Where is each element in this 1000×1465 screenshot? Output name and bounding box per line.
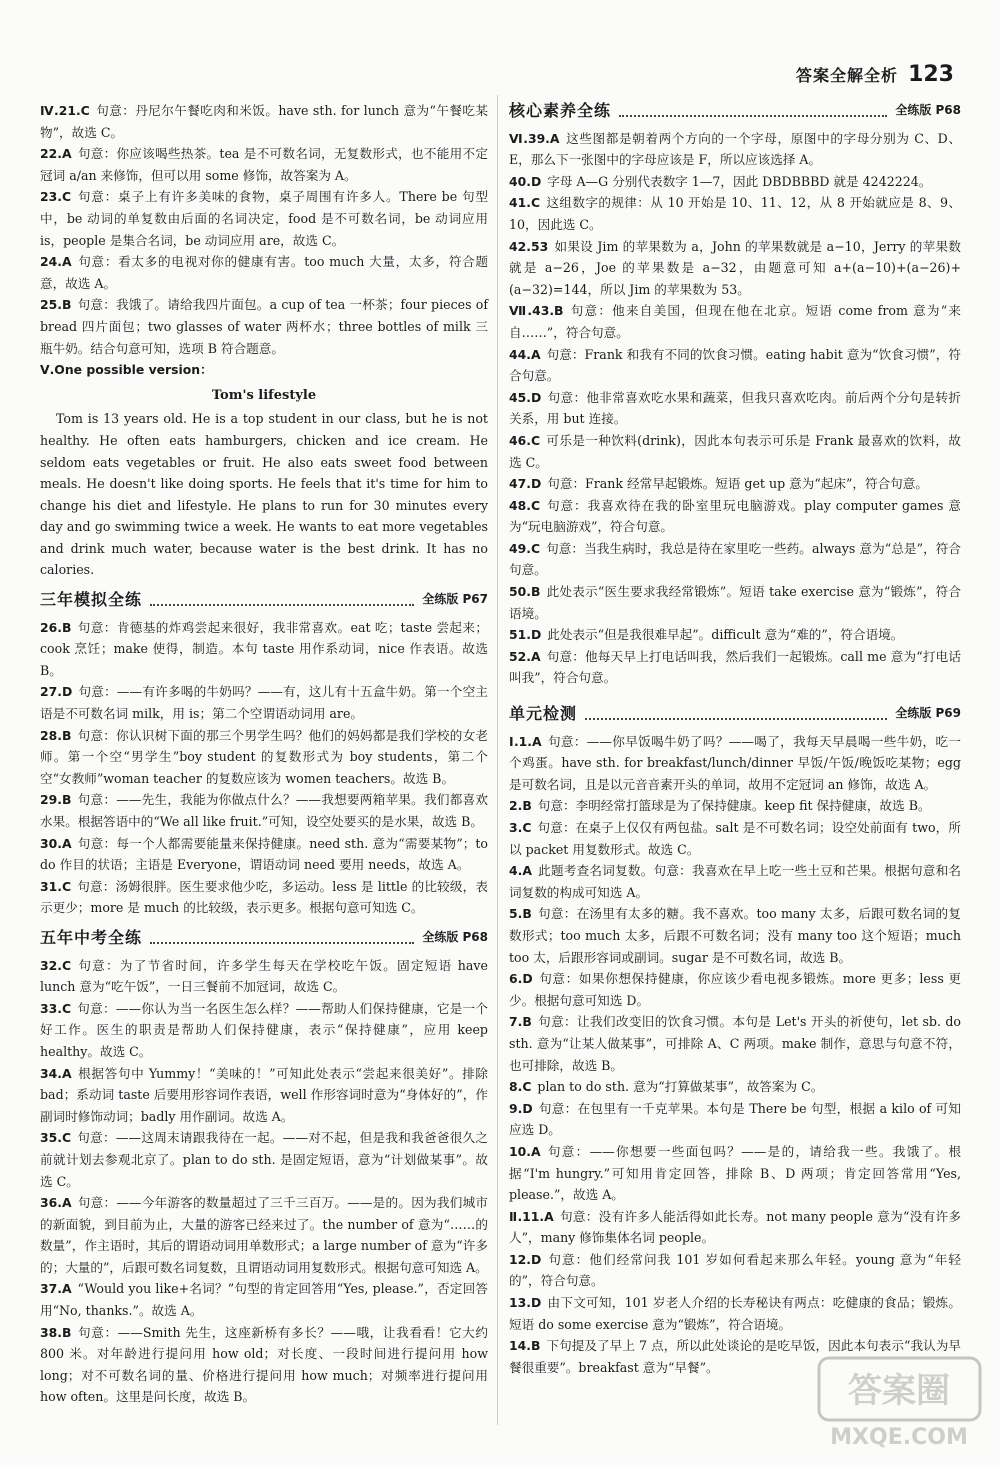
answer-explanation: 如果设 Jim 的苹果数为 a，John 的苹果数就是 a−10，Jerry 的苹果数就是 a−26，Joe 的苹果数是 a−32，由题意可知 a+(a−10)+(a−26)+(a−32)=144，所以 Jim 的苹果数为 53。 [509, 238, 961, 297]
answer-number: Ⅶ.43.B [509, 303, 564, 319]
answer-number: 29.B [40, 792, 72, 808]
dotted-leader [585, 708, 887, 720]
answer-explanation: 句意：——这周末请跟我待在一起。——对不起，但是我和我爸爸很久之前就计划去参观北京了。plan to do sth. 是固定短语，意为“计划做某事”。故选 C。 [40, 1130, 488, 1189]
answer-item [509, 581, 961, 624]
answer-item [509, 1141, 961, 1206]
section-edition: 全练版 P69 [895, 706, 961, 721]
answer-explanation: 字母 A—G 分别代表数字 1—7，因此 DBDBBBD 就是 4242224。 [547, 173, 932, 189]
answer-item [509, 1249, 961, 1292]
answer-number: 36.A [40, 1195, 72, 1211]
answer-item [40, 876, 488, 919]
answer-item [509, 968, 961, 1011]
answer-item [40, 186, 488, 251]
answer-item [509, 646, 961, 689]
section-title: 核心素养全练 [509, 101, 612, 120]
answer-number: 8.C [509, 1079, 532, 1095]
answer-number: 24.A [40, 254, 72, 270]
answer-number: 13.D [509, 1295, 542, 1311]
answer-number: Ⅰ.1.A [509, 733, 542, 749]
answer-number: 4.A [509, 863, 532, 879]
answer-explanation: plan to do sth. 意为“打算做某事”，故答案为 C。 [537, 1079, 824, 1095]
answer-item [509, 860, 961, 903]
answer-item [40, 251, 488, 294]
answer-item [509, 236, 961, 301]
answer-explanation: 此处表示“但是我很难早起”。difficult 意为“难的”，符合语境。 [547, 627, 904, 643]
answer-explanation: 句意：汤姆很胖。医生要求他少吃，多运动。less 是 little 的比较级，表示更少；more 是 much 的比较级，表示更多。根据句意可知选 C。 [40, 878, 488, 916]
answer-item [40, 681, 488, 724]
answer-explanation: 句意：在汤里有太多的糖。我不喜欢。too many 太多，后跟可数名词的复数形式；too much 太多，后跟不可数名词；没有 many too 这个短语；much too 太，后跟形容词或副词。sugar 是不可数名词，故选 B。 [509, 906, 961, 965]
answer-explanation: 句意：我喜欢待在我的卧室里玩电脑游戏。play computer games 意为“玩电脑游戏”，符合句意。 [509, 497, 961, 535]
answer-number: 12.D [509, 1251, 542, 1267]
answer-item [40, 1192, 488, 1278]
answer-explanation: 句意：Frank 和我有不同的饮食习惯。eating habit 意为“饮食习惯”，符合句意。 [509, 346, 961, 384]
answer-item [40, 998, 488, 1063]
answer-item [509, 1011, 961, 1076]
answer-list [40, 100, 488, 359]
section-edition: 全练版 P67 [422, 592, 488, 607]
answer-item [509, 430, 961, 473]
answer-number: 38.B [40, 1324, 72, 1340]
section-header [40, 927, 488, 949]
answer-explanation: “Would you like+名词？”句型的肯定回答用“Yes, please.”，否定回答用“No, thanks.”。故选 A。 [40, 1281, 488, 1319]
answer-item [40, 1127, 488, 1192]
answer-explanation: 句意：丹尼尔午餐吃肉和米饭。have sth. for lunch 意为“午餐吃某物”，故选 C。 [40, 103, 488, 140]
answer-item [509, 1292, 961, 1335]
answer-explanation: 句意：——有许多喝的牛奶吗？——有，这儿有十五盒牛奶。第一个空主语是不可数名词 milk，用 is；第二个空谓语动词用 are。 [40, 684, 488, 722]
answer-item [509, 1206, 961, 1249]
answer-number: 45.D [509, 389, 542, 405]
section-edition: 全练版 P68 [422, 929, 488, 944]
answer-explanation: 句意：——先生，我能为你做点什么？——我想要两箱苹果。我们都喜欢水果。根据答语中的“We all like fruit.”可知，设空处要买的是水果，故选 B。 [40, 792, 488, 829]
answer-item [509, 817, 961, 860]
dotted-leader [150, 932, 414, 944]
answer-explanation: 这组数字的规律：从 10 开始是 10、11、12，从 8 开始就应是 8、9、10，因此选 C。 [509, 195, 961, 232]
answer-number: 3.C [509, 820, 532, 835]
answer-explanation: 由下文可知，101 岁老人介绍的长寿秘诀有两点：吃健康的食品；锻炼。短语 do some exercise 意为“锻炼”，符合语境。 [509, 1295, 961, 1332]
column-divider [497, 95, 498, 1425]
essay-label: Ⅴ.One possible version： [40, 362, 213, 378]
answer-number: 5.B [509, 906, 532, 922]
answer-explanation: 句意：如果你想保持健康，你应该少看电视多锻炼。more 更多；less 更少。根据句意可知选 D。 [509, 971, 961, 1008]
answer-number: 51.D [509, 627, 542, 643]
answer-explanation: 句意：肯德基的炸鸡尝起来很好，我非常喜欢。eat 吃；taste 尝起来；cook 烹饪；make 使得，制造。本句 taste 用作系动词，nice 作表语。故选 B。 [40, 619, 488, 678]
answer-list [40, 617, 488, 919]
section-header [40, 589, 488, 611]
answer-explanation: 句意：Frank 经常早起锻炼。短语 get up 意为“起床”，符合句意。 [547, 476, 928, 492]
answer-explanation: 此题考查名词复数。句意：我喜欢在早上吃一些土豆和芒果。根据句意和名词复数的构成可知选 A。 [509, 863, 961, 900]
answer-number: 23.C [40, 189, 72, 205]
answer-number: 34.A [40, 1065, 72, 1081]
answer-explanation: 句意：——今年游客的数量超过了三千三百万。——是的。因为我们城市的新面貌，到目前为止，大量的游客已经来过了。the number of 意为“……的数量”，作主语时，其后的谓语动词用单数形式；a large number of 意为“许多的；大量的”，后跟可数名词复数，且谓语动词用复数形式。根据句意可知选 A。 [40, 1195, 488, 1275]
page-number: 123 [908, 62, 954, 87]
answer-number: 41.C [509, 195, 541, 211]
answer-item [509, 192, 961, 235]
answer-item [509, 624, 961, 646]
answer-explanation: 句意：在桌子上仅仅有两包盐。salt 是不可数名词；设空处前面有 two，所以 packet 用复数形式。故选 C。 [509, 820, 961, 857]
answer-explanation: 句意：——Smith 先生，这座新桥有多长？——哦，让我看看！它大约 800 米。对年龄进行提问用 how old；对长度、一段时间进行提问用 how long；对不可数名词的量、价格进行提问用 how much；对频率进行提问用 how often。这里是问长度，故选 B。 [40, 1324, 488, 1405]
answer-number: 35.C [40, 1130, 72, 1146]
watermark-url: MXQE.COM [830, 1425, 968, 1450]
answer-item [40, 1063, 488, 1128]
section-title: 单元检测 [509, 704, 578, 724]
answer-item [509, 473, 961, 495]
answer-number: 14.B [509, 1338, 541, 1354]
answer-number: 6.D [509, 971, 533, 987]
answer-number: 50.B [509, 584, 541, 600]
essay-body: Tom is 13 years old. He is a top student in our class, but he is not healthy. He often eats hamburgers, chicken and ice cream. He seldom eats vegetables or fruit. He also eats sweet food between meals. He doesn't like doing sports. He feels that it's time for him to change his diet and lifestyle. He plans to run for 30 minutes every day and go swimming twice a week. He wants to eat more vegetables and drink much water, because water is the best drink. It has no calories. [40, 411, 488, 578]
answer-number: 37.A [40, 1281, 72, 1297]
section-header [509, 100, 961, 122]
section-edition: 全练版 P68 [895, 103, 961, 117]
answer-item [40, 955, 488, 998]
answer-item [509, 300, 961, 343]
answer-item [509, 128, 961, 171]
answer-explanation: 句意：当我生病时，我总是待在家里吃一些药。always 意为“总是”，符合句意。 [509, 540, 961, 578]
answer-item [40, 833, 488, 876]
section-title: 五年中考全练 [40, 927, 143, 947]
answer-item [509, 903, 961, 968]
answer-item [40, 100, 488, 143]
answer-explanation: 句意：李明经常打篮球是为了保持健康。keep fit 保持健康，故选 B。 [537, 798, 931, 814]
answer-number: 48.C [509, 497, 541, 513]
answer-explanation: 句意：——你想要一些面包吗？——是的，请给我一些。我饿了。根据“I'm hungry.”可知用肯定回答，排除 B、D 两项；肯定回答常用“Yes, please.”，故选 A。 [509, 1143, 961, 1203]
answer-explanation: 句意：他来自美国，但现在他在北京。短语 come from 意为“来自……”，符合句意。 [509, 303, 961, 340]
answer-number: 2.B [509, 798, 532, 814]
section-title: 三年模拟全练 [40, 590, 143, 610]
answer-number: 47.D [509, 476, 542, 492]
answer-item [509, 731, 961, 796]
answer-explanation: 此处表示“医生要求我经常锻炼”。短语 take exercise 意为“锻炼”，符合语境。 [509, 584, 961, 621]
answer-explanation: 根据答句中 Yummy！“美味的！”可知此处表示“尝起来很美好”。排除 bad；系动词 taste 后要用形容词作表语，well 作形容词时意为“身体好的”，作副词时修饰动词；badly 用作副词。故选 A。 [40, 1065, 488, 1124]
answer-number: 27.D [40, 684, 73, 700]
answer-item [40, 143, 488, 186]
answer-number: Ⅳ.21.C [40, 103, 90, 118]
answer-explanation: 句意：他每天早上打电话叫我，然后我们一起锻炼。call me 意为“打电话叫我”，符合句意。 [509, 648, 961, 686]
answer-explanation: 句意：没有许多人能活得如此长寿。not many people 意为“没有许多人”，many 修饰集体名词 people。 [509, 1208, 961, 1246]
answer-explanation: 句意：我饿了。请给我四片面包。a cup of tea 一杯茶；four pieces of bread 四片面包；two glasses of water 两杯水；three bottles of milk 三瓶牛奶。结合句意可知，选项 B 符合题意。 [40, 297, 488, 356]
page-header [796, 62, 954, 87]
answer-explanation: 句意：在包里有一千克苹果。本句是 There be 句型，根据 a kilo of 可知应选 D。 [509, 1100, 961, 1138]
answer-number: 52.A [509, 648, 541, 664]
answer-item [509, 538, 961, 581]
answer-number: 32.C [40, 957, 72, 973]
answer-explanation: 句意：让我们改变旧的饮食习惯。本句是 Let's 开头的祈使句，let sb. do sth. 意为“让某人做某事”，可排除 A、C 两项。make 制作，意思与句意不符，也可排除，故选 B。 [509, 1014, 961, 1073]
right-column [509, 100, 961, 1378]
answer-number: 9.D [509, 1100, 533, 1116]
answer-list [40, 955, 488, 1408]
watermark-text: 答案圈 [848, 1371, 950, 1411]
answer-item [509, 1076, 961, 1098]
answer-item [509, 795, 961, 817]
answer-explanation: 句意：你应该喝些热茶。tea 是不可数名词，无复数形式，也不能用不定冠词 a/an 来修饰，但可以用 some 修饰，故答案为 A。 [40, 146, 488, 183]
answer-number: Ⅵ.39.A [509, 130, 560, 146]
answer-number: 40.D [509, 173, 542, 189]
dotted-leader [150, 594, 414, 606]
answer-list [509, 128, 961, 689]
answer-number: 28.B [40, 727, 72, 743]
answer-item [509, 171, 961, 193]
answer-explanation: 句意：每一个人都需要能量来保持健康。need sth. 意为“需要某物”；to do 作目的状语；主语是 Everyone，谓语动词 need 要用 needs，故选 A。 [40, 835, 488, 873]
answer-item [40, 1322, 488, 1408]
answer-item [40, 725, 488, 790]
answer-explanation: 句意：——你认为当一名医生怎么样？——帮助人们保持健康，它是一个好工作。医生的职责是帮助人们保持健康，表示“保持健康”，应用 keep healthy。故选 C。 [40, 1000, 488, 1059]
answer-number: 26.B [40, 619, 72, 635]
answer-explanation: 句意：他们经常问我 101 岁如何看起来那么年轻。young 意为“年轻的”，符合句意。 [509, 1251, 961, 1289]
dotted-leader [619, 105, 887, 117]
watermark-logo [817, 1356, 982, 1451]
answer-explanation: 这些图都是朝着两个方向的一个字母，原图中的字母分别为 C、D、E，那么下一张图中的字母应该是 F，所以应该选择 A。 [509, 130, 961, 168]
answer-number: 30.A [40, 835, 72, 851]
answer-item [40, 294, 488, 359]
answer-explanation: 句意：他非常喜欢吃水果和蔬菜，但我只喜欢吃肉。前后两个分句是转折关系，用 but 连接。 [509, 389, 961, 427]
answer-number: Ⅱ.11.A [509, 1208, 554, 1224]
answer-number: 49.C [509, 540, 541, 556]
answer-number: 25.B [40, 297, 72, 313]
answer-explanation: 句意：你认识树下面的那三个男学生吗？他们的妈妈都是我们学校的女老师。第一个空“男学生”boy student 的复数形式为 boy students，第二个空“女教师”woman teacher 的复数应该为 women teachers。故选 B。 [40, 727, 488, 786]
answer-explanation: 句意：——你早饭喝牛奶了吗？——喝了，我每天早晨喝一些牛奶，吃一个鸡蛋。have sth. for breakfast/lunch/dinner 早饭/午饭/晚饭吃某物；egg 是可数名词，且是以元音音素开头的单词，故用不定冠词 an 修饰，故选 A。 [509, 733, 961, 792]
section-header [509, 703, 961, 725]
essay-title: Tom's lifestyle [211, 387, 317, 403]
answer-item [40, 617, 488, 682]
header-title: 答案全解全析 [796, 66, 899, 85]
answer-item [40, 1278, 488, 1321]
answer-item [509, 387, 961, 430]
answer-number: 44.A [509, 346, 541, 362]
answer-number: 7.B [509, 1014, 532, 1030]
left-column [40, 100, 488, 1408]
answer-number: 10.A [509, 1143, 541, 1159]
answer-item [509, 495, 961, 538]
answer-explanation: 可乐是一种饮料(drink)，因此本句表示可乐是 Frank 最喜欢的饮料，故选 C。 [509, 432, 961, 470]
answer-number: 46.C [509, 432, 541, 448]
answer-number: 42.53 [509, 238, 549, 254]
answer-list [509, 731, 961, 1379]
answer-number: 22.A [40, 146, 72, 162]
answer-item [509, 344, 961, 387]
answer-number: 33.C [40, 1000, 72, 1016]
answer-item [509, 1098, 961, 1141]
answer-explanation: 句意：桌子上有许多美味的食物，桌子周围有许多人。There be 句型中，be 动词的单复数由后面的名词决定，food 是不可数名词，be 动词应用 is，people 是集合名词，be 动词应用 are，故选 C。 [40, 189, 488, 248]
answer-item [40, 789, 488, 832]
answer-explanation: 句意：为了节省时间，许多学生每天在学校吃午饭。固定短语 have lunch 意为“吃午饭”，一日三餐前不加冠词，故选 C。 [40, 957, 488, 995]
answer-explanation: 句意：看太多的电视对你的健康有害。too much 大量，太多，符合题意，故选 A。 [40, 254, 488, 291]
answer-explanation: 下句提及了早上 7 点，所以此处谈论的是吃早饭，因此本句表示“我认为早餐很重要”。breakfast 意为“早餐”。 [509, 1338, 961, 1375]
answer-number: 31.C [40, 878, 72, 894]
